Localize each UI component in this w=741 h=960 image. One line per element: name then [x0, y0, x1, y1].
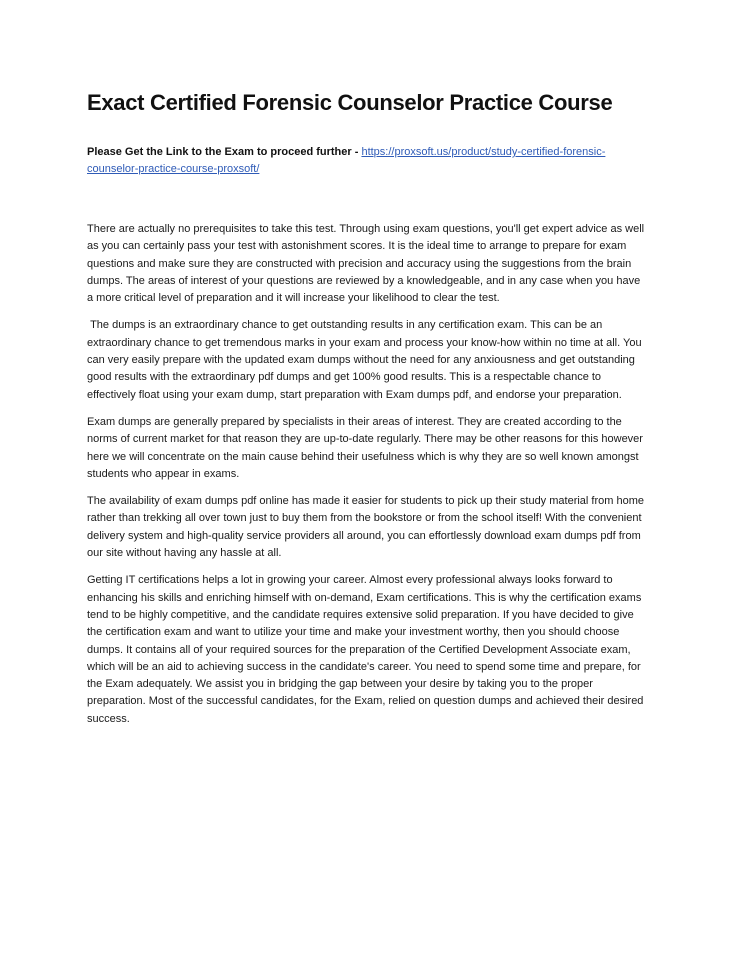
paragraph-2: The dumps is an extraordinary chance to get outstanding results in any certification exam. This can be an extraordinary chance to get tremendous marks in your exam and process your know-how within no time at all. You can very easily prepare with the updated exam dumps without the need for any anxiousness and get outstanding good results with the extraordinary pdf dumps and get 100% good results. This is a respectable chance to effectively float using your exam dump, start preparation with Exam dumps pdf, and endorse your preparation.	[87, 319, 645, 401]
paragraph-5: Getting IT certifications helps a lot in growing your career. Almost every professional always looks forward to enhancing his skills and enriching himself with on-demand, Exam certifications. This is why the certification exams tend to be highly competitive, and the candidate requires extensive solid preparation. If you have decided to give the certification exam and want to utilize your time and make your investment worthy, then you should choose dumps. It contains all of your required sources for the preparation of the Certified Development Associate exam, which will be an aid to achieving success in the candidate's career. You need to spend some time and prepare, for the Exam adequately. We assist you in bridging the gap between your desire by taking you to the proper preparation. Most of the successful candidates, for the Exam, relied on question dumps and achieved their desired success.	[87, 574, 644, 725]
paragraph-4: The availability of exam dumps pdf online has made it easier for students to pick up their study material from home rather than trekking all over town just to buy them from the bookstore or from the school itself! With the convenient delivery system and high-quality service providers all around, you can effortlessly download exam dumps pdf from our site without having any hassle at all.	[87, 495, 644, 560]
page-title: Exact Certified Forensic Counselor Practice Course	[87, 90, 613, 115]
exam-link[interactable]: https://proxsoft.us/product/study-certified-forensic-counselor-practice-course-proxsoft/	[87, 146, 606, 175]
exam-link-line	[87, 144, 649, 178]
document-content	[87, 88, 649, 738]
paragraph-3: Exam dumps are generally prepared by specialists in their areas of interest. They are created according to the norms of current market for that reason they are up-to-date regularly. There may be other reasons for this however here we will concentrate on the main cause behind their usefulness which is why they are so well known amongst students who appear in exams.	[87, 415, 643, 480]
body-text	[87, 221, 649, 728]
paragraph-1: There are actually no prerequisites to take this test. Through using exam questions, you'll get expert advice as well as you can certainly pass your test with astonishment scores. It is the ideal time to arrange to prepare for exam questions and make sure they are constructed with precision and accuracy using the suggestions from the brain dumps. The areas of interest of your questions are reviewed by a knowledgeable, and in any case when you have a more critical level of preparation and it will increase your likelihood to clear the test.	[87, 223, 645, 305]
link-label: Please Get the Link to the Exam to proceed further -	[87, 146, 362, 158]
